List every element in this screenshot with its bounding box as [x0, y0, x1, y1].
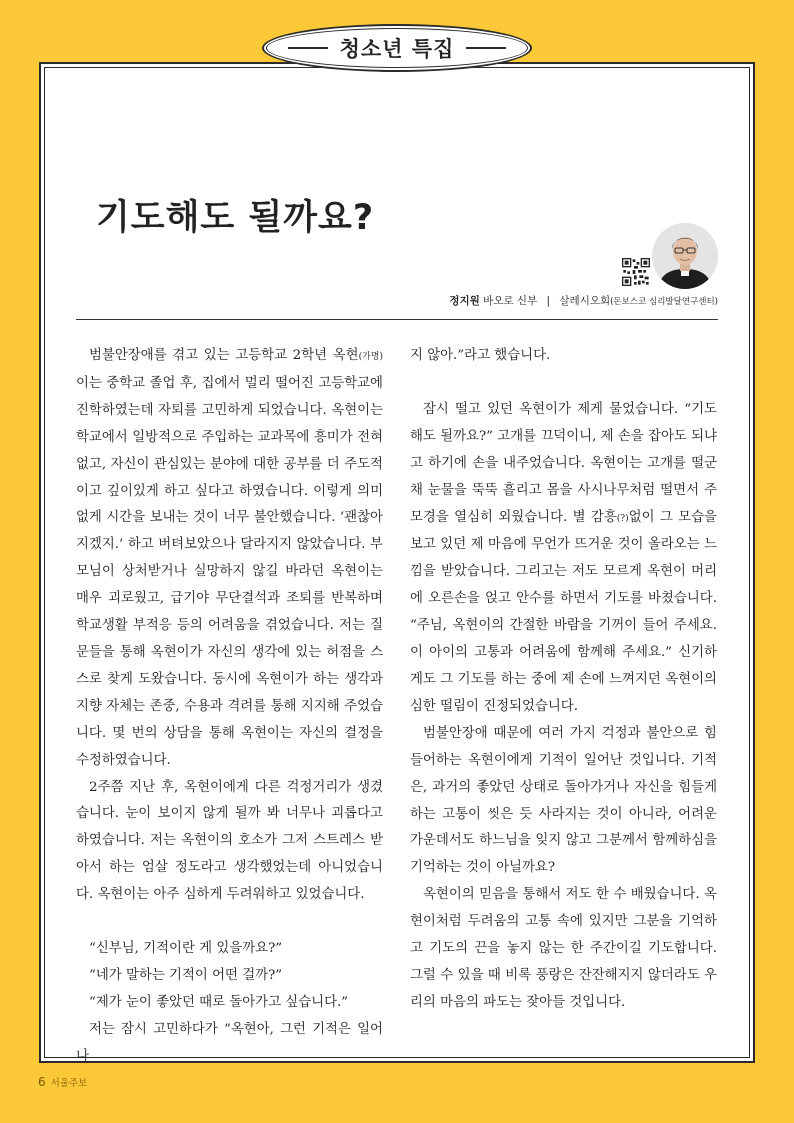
dialogue-line: “제가 눈이 좋았던 때로 돌아가고 싶습니다.”	[89, 994, 349, 1010]
author-byline	[449, 293, 718, 308]
author-name: 정지원	[449, 295, 480, 307]
author-avatar	[652, 223, 718, 289]
article-title: 기도해도 될까요?	[96, 198, 375, 238]
paragraph: 2주쯤 지난 후, 옥현이에게 다른 걱정거리가 생겼습니다. 눈이 보이지 않게 될까 봐 너무나 괴롭다고 하였습니다. 저는 옥현이의 호소가 그저 스트레스 받아서 하는 엄살 정도라고 생각했었는데 아니었습니다. 옥현이는 아주 심하게 두려워하고 있었습니다.	[76, 779, 383, 903]
author-org-detail: (돈보스코 심리발달연구센터)	[610, 297, 718, 307]
dialogue-line: “신부님, 기적이란 게 있을까요?”	[89, 941, 283, 957]
paragraph: 지 않아.”라고 했습니다.	[410, 348, 551, 363]
paragraph: 잠시 떨고 있던 옥현이가 제게 물었습니다. “기도해도 될까요?” 고개를 끄덕이니, 제 손을 잡아도 되냐고 하기에 손을 내주었습니다. 옥현이는 고개를 떨군 채 눈물을 뚝뚝 흘리고 몸을 사시나무처럼 떨면서 주모경을 열심히 외웠습니다. 별 감흥(?)없이 그 모습을 보고 있던 제 마음에 무언가 뜨거운 것이 올라오는 느낌을 받았습니다. 그리고는 저도 모르게 옥현이 머리에 오른손을 얹고 안수를 하면서 기도를 바쳤습니다. “주님, 옥현이의 간절한 바람을 기꺼이 들어 주세요. 이 아이의 고통과 어려움에 함께해 주세요.” 신기하게도 그 기도를 하는 중에 제 손에 느껴지던 옥현이의 심한 떨림이 진정되었습니다.	[410, 401, 717, 714]
page-number: 6	[38, 1075, 46, 1089]
byline-separator: |	[546, 295, 551, 307]
title-divider	[76, 319, 718, 320]
banner-label: 청소년 특집	[339, 37, 455, 61]
section-banner	[262, 24, 532, 72]
paragraph: 저는 잠시 고민하다가 “옥현아, 그런 기적은 일어나	[76, 1021, 383, 1064]
author-role: 바오로 신부	[483, 295, 538, 307]
paragraph: 범불안장애 때문에 여러 가지 걱정과 불안으로 힘들어하는 옥현이에게 기적이 일어난 것입니다. 기적은, 과거의 좋았던 상태로 돌아가거나 자신을 힘들게 하는 고통이 씻은 듯 사라지는 것이 아니라, 어려운 가운데서도 하느님을 잊지 않고 그분께서 함께하심을 기억하는 것이 아닐까요?	[410, 725, 717, 876]
publication-name: 서울주보	[50, 1078, 88, 1089]
dialogue-line: “네가 말하는 기적이 어떤 걸까?”	[89, 967, 283, 983]
page-footer	[38, 1075, 87, 1089]
qr-code-icon[interactable]	[622, 258, 650, 286]
paragraph: 옥현이의 믿음을 통해서 저도 한 수 배웠습니다. 옥현이처럼 두려움의 고통 속에 있지만 그분을 기억하고 기도의 끈을 놓지 않는 한 주간이길 기도합니다. 그럴 수 있을 때 비록 풍랑은 잔잔해지지 않더라도 우리의 마음의 파도는 잦아들 것입니다.	[410, 887, 717, 1010]
article-column-right	[410, 343, 717, 1017]
footnote-mark: (?)	[616, 513, 629, 524]
author-org: 살레시오회	[559, 295, 611, 307]
article-column-left	[76, 343, 383, 1071]
priest-portrait-icon	[652, 223, 718, 289]
paragraph: 범불안장애를 겪고 있는 고등학교 2학년 옥현(가명) 이는 중학교 졸업 후, 집에서 멀리 떨어진 고등학교에 진학하였는데 자퇴를 고민하게 되었습니다. 옥현이는 학교에서 일방적으로 주입하는 교과목에 흥미가 전혀 없고, 자신이 관심있는 분야에 대한 공부를 더 주도적이고 깊이있게 하고 싶다고 하였습니다. 이렇게 의미 없게 시간을 보내는 것이 너무 불안했습니다. ‘괜찮아지겠지.’ 하고 버텨보았으나 달라지지 않았습니다. 부모님이 상처받거나 실망하지 않길 바라던 옥현이는 매우 괴로웠고, 급기야 무단결석과 조퇴를 반복하며 학교생활 부적응 등의 어려움을 겪었습니다. 저는 질문들을 통해 옥현이가 자신의 생각에 있는 허점을 스스로 찾게 도왔습니다. 동시에 옥현이가 하는 생각과 지향 자체는 존중, 수용과 격려를 통해 지지해 주었습니다. 몇 번의 상담을 통해 옥현이는 자신의 결정을 수정하였습니다.	[76, 348, 383, 768]
footnote-mark: (가명)	[358, 352, 383, 362]
